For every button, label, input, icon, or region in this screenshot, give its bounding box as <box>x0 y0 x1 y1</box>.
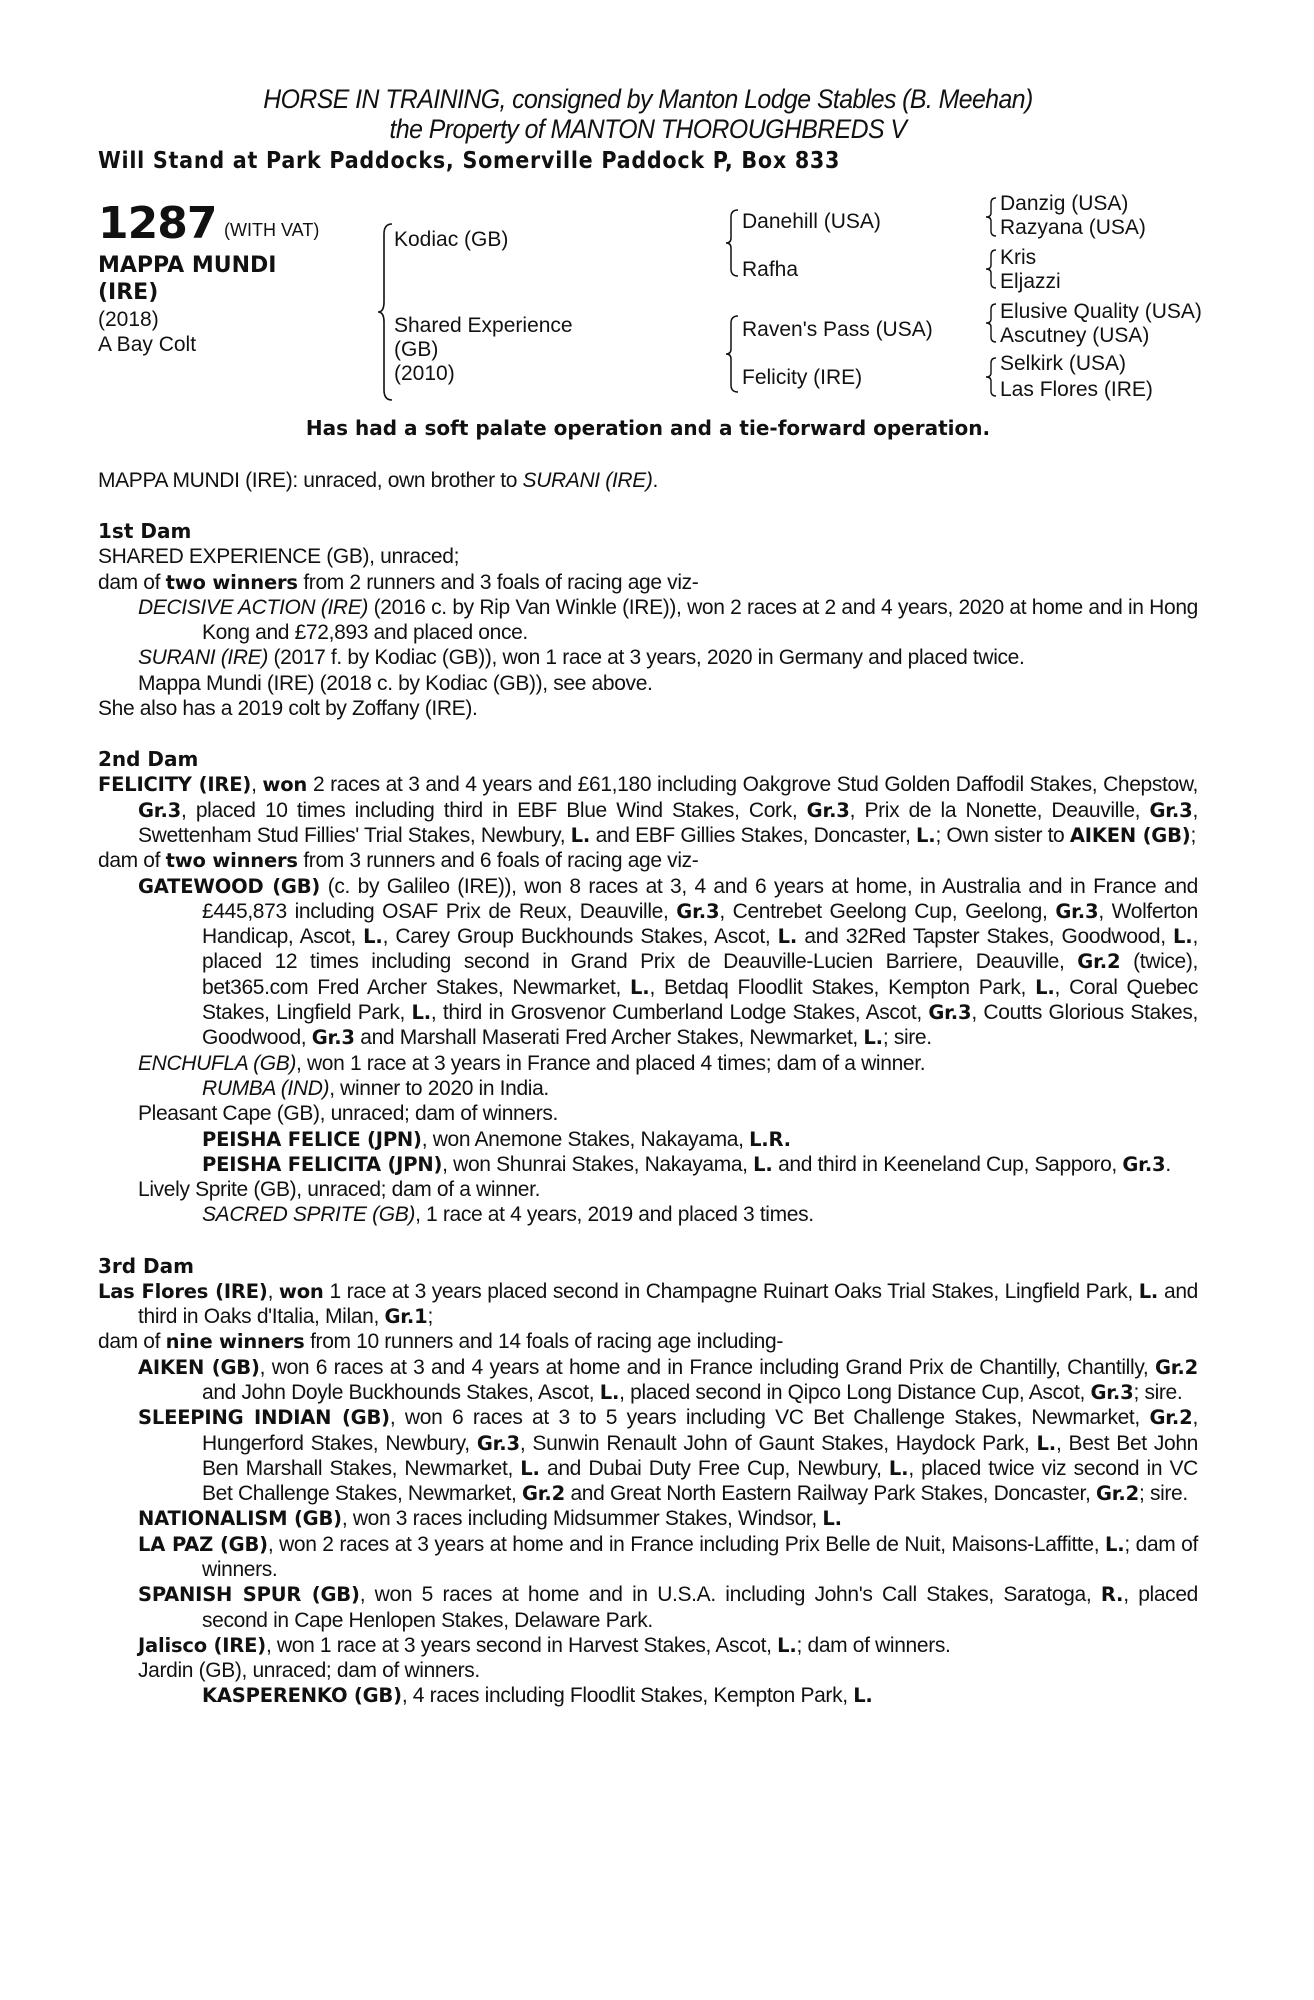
pedigree-paragraph <box>98 1279 1198 1330</box>
vat-label: (WITH VAT) <box>224 220 320 240</box>
pedigree-paragraph <box>98 1633 1198 1658</box>
bold-run: won <box>262 773 308 797</box>
pedigree-paragraph <box>98 1582 1198 1633</box>
bold-run: AIKEN (GB) <box>138 1355 260 1379</box>
text-run: , won 6 races at 3 to 5 years including VC Bet Challenge Stakes, Newmarket, <box>389 1406 1150 1430</box>
text-run: MAPPA MUNDI (IRE): unraced, own brother to <box>98 469 523 492</box>
bold-run: Gr.3 <box>311 1026 355 1050</box>
text-run: ; <box>1190 823 1196 847</box>
bold-run: L. <box>888 1456 909 1480</box>
text-run: , won Anemone Stakes, Nakayama, <box>421 1127 750 1151</box>
brace-dam-line <box>726 314 740 394</box>
pedigree-paragraph <box>98 1177 1198 1202</box>
text-run: . <box>1165 1152 1171 1176</box>
text-run: Pleasant Cape (GB), unraced; dam of winners. <box>138 1102 558 1126</box>
bold-run: L. <box>1035 975 1055 999</box>
pedigree-paragraph <box>98 1683 1198 1708</box>
bold-run: PEISHA FELICE (JPN) <box>202 1127 422 1151</box>
text-run: Mappa Mundi (IRE) (2018 c. by Kodiac (GB)), see above. <box>138 671 653 695</box>
text-run: SHARED EXPERIENCE (GB), unraced; <box>98 545 460 569</box>
bold-run: L. <box>777 1633 797 1657</box>
brace-g3-3 <box>986 302 998 344</box>
brace-g3-4 <box>986 356 998 398</box>
bold-run: R. <box>1100 1583 1124 1607</box>
bold-run: Gr.3 <box>1149 798 1193 822</box>
text-run: 1 race at 3 years placed second in Champagne Ruinart Oaks Trial Stakes, Lingfield Park, <box>323 1279 1139 1303</box>
text-run: , Betdaq Floodlit Stakes, Kempton Park, <box>649 975 1036 999</box>
pedigree-paragraph <box>98 1355 1198 1406</box>
bold-run: Gr.2 <box>521 1482 565 1506</box>
bold-run: L. <box>753 1152 773 1176</box>
text-run: (2017 f. by Kodiac (GB)), won 1 race at 3 years, 2020 in Germany and placed twice. <box>267 646 1025 670</box>
text-run: dam of <box>98 570 166 594</box>
text-run: and John Doyle Buckhounds Stakes, Ascot, <box>202 1380 600 1404</box>
text-run: from 2 runners and 3 foals of racing age viz- <box>297 570 699 594</box>
text-run: , won 3 races including Midsummer Stakes, Windsor, <box>341 1507 823 1531</box>
pedigree-paragraph <box>98 1076 1198 1101</box>
bold-run: won <box>278 1279 324 1303</box>
text-run: ; sire. <box>1133 1380 1183 1404</box>
dam-sections <box>98 519 1198 1708</box>
text-run: (twice), bet365.com Fred Archer Stakes, Newmarket, <box>202 950 1198 999</box>
bold-run: PEISHA FELICITA (JPN) <box>202 1152 443 1176</box>
text-run: , won 6 races at 3 and 4 years at home and in France including Grand Prix de Chantilly, Chantilly, <box>259 1355 1155 1379</box>
brace-g3-2 <box>986 248 998 290</box>
text-run: Jardin (GB), unraced; dam of winners. <box>138 1659 480 1683</box>
sire: Kodiac (GB) <box>394 228 509 251</box>
bold-run: LA PAZ (GB) <box>138 1532 268 1556</box>
bold-run: Las Flores (IRE) <box>98 1279 268 1303</box>
text-run: from 3 runners and 6 foals of racing age viz- <box>297 849 699 873</box>
lot-number: 1287 <box>98 198 217 249</box>
bold-run: Gr.3 <box>806 798 850 822</box>
text-run: and 32Red Tapster Stakes, Goodwood, <box>797 925 1174 949</box>
text-run: ; dam of winners. <box>202 1532 1198 1581</box>
horse-name: MAPPA MUNDI (IRE) <box>98 253 277 305</box>
text-run: , won 1 race at 3 years in France and placed 4 times; dam of a winner. <box>296 1051 926 1075</box>
text-run: Lively Sprite (GB), unraced; dam of a winner. <box>138 1178 541 1202</box>
italic-run: SACRED SPRITE (GB) <box>202 1203 416 1227</box>
text-run: , winner to 2020 in India. <box>329 1076 549 1100</box>
consignor-line: HORSE IN TRAINING, consigned by Manton Lodge Stables (B. Meehan) <box>263 84 1033 114</box>
dam-section <box>98 519 1198 721</box>
pedigree-paragraph <box>98 1202 1198 1227</box>
dam-line-2: (GB) <box>394 338 439 361</box>
italic-run: DECISIVE ACTION (IRE) <box>138 595 369 619</box>
pedigree-paragraph <box>98 1329 1198 1354</box>
bold-run: two winners <box>165 849 298 873</box>
grandsire-7: Selkirk (USA) <box>1000 352 1127 375</box>
pedigree-table <box>98 190 1202 412</box>
text-run: , Centrebet Geelong Cup, Geelong, <box>719 899 1056 923</box>
bold-run: Gr.3 <box>1055 899 1099 923</box>
text-run: , won 5 races at home and in U.S.A. including John's Call Stakes, Saratoga, <box>359 1583 1101 1607</box>
section-title: 3rd Dam <box>98 1253 194 1278</box>
bold-run: L. <box>863 1026 883 1050</box>
text-run: , placed second in Cape Henlopen Stakes, Delaware Park. <box>202 1583 1198 1632</box>
dam-section <box>98 1254 1198 1709</box>
bold-run: Gr.3 <box>928 1001 972 1025</box>
italic-run: SURANI (IRE) <box>522 469 653 492</box>
pedigree-paragraph <box>98 1152 1198 1177</box>
dam-dam: Felicity (IRE) <box>742 366 863 389</box>
italic-run: RUMBA (IND) <box>202 1076 330 1100</box>
text-run: , Carey Group Buckhounds Stakes, Ascot, <box>382 925 778 949</box>
bold-run: L.R. <box>749 1127 791 1151</box>
bold-run: Gr.3 <box>676 899 720 923</box>
pedigree-paragraph <box>98 874 1198 1051</box>
text-run: , <box>251 773 263 797</box>
text-run: , placed 10 times including third in EBF Blue Wind Stakes, Cork, <box>181 798 807 822</box>
bold-run: Gr.2 <box>1095 1482 1139 1506</box>
pedigree-paragraph <box>98 848 1198 873</box>
pedigree-paragraph <box>98 696 1198 721</box>
bold-run: Gr.3 <box>1090 1380 1134 1404</box>
text-run: (c. by Galileo (IRE)), won 8 races at 3, 4 and 6 years at home, in Australia and in France and £445,873 including OSAF Prix de Reux, Deauville, <box>202 874 1198 923</box>
bold-run: L. <box>570 823 591 847</box>
stabling-line: Will Stand at Park Paddocks, Somerville Paddock P, Box 833 <box>98 148 841 174</box>
text-run: and EBF Gillies Stakes, Doncaster, <box>590 823 916 847</box>
bold-run: L. <box>520 1456 540 1480</box>
sire-dam: Rafha <box>742 258 799 281</box>
text-run: She also has a 2019 colt by Zoffany (IRE). <box>98 697 478 721</box>
pedigree-paragraph <box>98 671 1198 696</box>
grandsire-6: Ascutney (USA) <box>1000 324 1150 347</box>
bold-run: NATIONALISM (GB) <box>138 1507 342 1531</box>
section-title: 2nd Dam <box>98 747 199 772</box>
bold-run: L. <box>1104 1532 1125 1556</box>
bold-run: FELICITY (IRE) <box>98 773 252 797</box>
dam-section <box>98 747 1198 1227</box>
section-title: 1st Dam <box>98 519 192 544</box>
bold-run: Gr.3 <box>1122 1152 1166 1176</box>
italic-run: SURANI (IRE) <box>138 646 268 670</box>
horse-year: (2018) <box>98 308 159 331</box>
text-run: , Best Bet John Ben Marshall Stakes, Newmarket, <box>202 1431 1199 1480</box>
pedigree-paragraph <box>98 1405 1198 1506</box>
text-run: , placed second in Qipco Long Distance Cup, Ascot, <box>619 1380 1091 1404</box>
text-run: , placed twice viz second in VC Bet Challenge Stakes, Newmarket, <box>202 1456 1198 1506</box>
pedigree-paragraph <box>98 1101 1198 1126</box>
grandsire-3: Kris <box>1000 246 1037 269</box>
bold-run: KASPERENKO (GB) <box>202 1684 402 1708</box>
bold-run: AIKEN (GB) <box>1069 823 1191 847</box>
text-run: , won 2 races at 3 years at home and in France including Prix Belle de Nuit, Maisons-Laffitte, <box>267 1532 1105 1556</box>
text-run: , Sunwin Renault John of Gaunt Stakes, Haydock Park, <box>519 1431 1037 1455</box>
bold-run: nine winners <box>165 1330 305 1354</box>
brace-sire-line <box>726 208 740 278</box>
pedigree-paragraph <box>98 772 1198 848</box>
text-run: dam of <box>98 1330 166 1354</box>
catalogue-page <box>98 0 1202 1709</box>
pedigree-paragraph <box>98 1532 1198 1583</box>
dam-line-3: (2010) <box>394 362 455 385</box>
text-run: (2016 c. by Rip Van Winkle (IRE)), won 2 races at 2 and 4 years, 2020 at home and in Hong Kong and £72,893 and placed once. <box>202 595 1198 645</box>
bold-run: Gr.2 <box>1154 1355 1198 1379</box>
operation-note: Has had a soft palate operation and a tie-forward operation. <box>305 416 991 440</box>
text-run: ; sire. <box>1138 1482 1188 1506</box>
bold-run: L. <box>853 1684 873 1708</box>
bold-run: Gr.2 <box>1077 950 1121 974</box>
text-run: , won 1 race at 3 years second in Harvest Stakes, Ascot, <box>265 1633 778 1657</box>
text-run: from 10 runners and 14 foals of racing age including- <box>304 1330 783 1354</box>
italic-run: ENCHUFLA (GB) <box>138 1051 297 1075</box>
dam-sire: Raven's Pass (USA) <box>742 318 933 341</box>
text-run: , Prix de la Nonette, Deauville, <box>849 798 1150 822</box>
grandsire-8: Las Flores (IRE) <box>1000 378 1153 401</box>
text-run: ; dam of winners. <box>796 1633 951 1657</box>
text-run: dam of <box>98 849 166 873</box>
bold-run: L. <box>363 925 383 949</box>
bold-run: SPANISH SPUR (GB) <box>138 1583 360 1607</box>
pedigree-paragraph <box>98 1051 1198 1076</box>
brace-g3-1 <box>986 196 998 238</box>
text-run: and Great North Eastern Railway Park Stakes, Doncaster, <box>564 1482 1096 1506</box>
bold-run: L. <box>1036 1431 1056 1455</box>
grandsire-5: Elusive Quality (USA) <box>1000 300 1202 323</box>
horse-summary <box>98 468 1198 493</box>
text-run: and third in Oaks d'Italia, Milan, <box>138 1279 1198 1329</box>
bold-run: Gr.3 <box>476 1431 520 1455</box>
pedigree-paragraph <box>98 1506 1198 1531</box>
bold-run: L. <box>599 1380 620 1404</box>
bold-run: L. <box>1173 925 1193 949</box>
text-run: 2 races at 3 and 4 years and £61,180 including Oakgrove Stud Golden Daffodil Stakes, Chepstow, <box>307 773 1198 797</box>
sire-sire: Danehill (USA) <box>742 210 881 233</box>
text-run: ; Own sister to <box>935 823 1070 847</box>
bold-run: L. <box>777 925 798 949</box>
text-run: . <box>652 469 659 492</box>
dam-line-1: Shared Experience <box>394 314 573 337</box>
text-run: , 4 races including Floodlit Stakes, Kempton Park, <box>401 1684 854 1708</box>
text-run: ; <box>427 1305 433 1329</box>
text-run: , Coutts Glorious Stakes, Goodwood, <box>202 1001 1198 1050</box>
bold-run: Jalisco (IRE) <box>138 1633 266 1657</box>
grandsire-1: Danzig (USA) <box>1000 192 1129 215</box>
bold-run: Gr.3 <box>138 798 182 822</box>
text-run: ; sire. <box>882 1026 932 1050</box>
text-run: , Coral Quebec Stakes, Lingfield Park, <box>202 975 1199 1025</box>
bold-run: two winners <box>165 570 298 594</box>
horse-description: A Bay Colt <box>98 333 197 356</box>
pedigree-paragraph <box>98 645 1198 670</box>
text-run: and Marshall Maserati Fred Archer Stakes, Newmarket, <box>354 1026 864 1050</box>
pedigree-paragraph <box>98 1127 1198 1152</box>
grandsire-4: Eljazzi <box>1000 270 1061 293</box>
text-run: and third in Keeneland Cup, Sapporo, <box>772 1152 1123 1176</box>
text-run: , Wolferton Handicap, Ascot, <box>202 899 1198 949</box>
brace-large <box>378 222 394 402</box>
bold-run: Gr.2 <box>1149 1406 1193 1430</box>
bold-run: L. <box>916 823 936 847</box>
text-run: , placed 12 times including second in Grand Prix de Deauville-Lucien Barriere, Deauville, <box>202 925 1198 974</box>
pedigree-paragraph <box>98 544 1198 569</box>
text-run: , Swettenham Stud Fillies' Trial Stakes, Newbury, <box>138 798 1198 847</box>
pedigree-paragraph <box>98 1658 1198 1683</box>
pedigree-paragraph <box>98 570 1198 595</box>
bold-run: L. <box>1138 1279 1159 1303</box>
pedigree-paragraph <box>98 595 1198 646</box>
bold-run: L. <box>411 1001 431 1025</box>
text-run: , Hungerford Stakes, Newbury, <box>202 1406 1199 1455</box>
bold-run: SLEEPING INDIAN (GB) <box>138 1406 390 1430</box>
text-run: , 1 race at 4 years, 2019 and placed 3 times. <box>415 1203 814 1227</box>
property-line: the Property of MANTON THOROUGHBREDS V <box>389 114 907 144</box>
bold-run: Gr.1 <box>384 1305 428 1329</box>
bold-run: L. <box>822 1507 842 1531</box>
text-run: , won Shunrai Stakes, Nakayama, <box>442 1152 754 1176</box>
text-run: , <box>267 1279 279 1303</box>
text-run: and Dubai Duty Free Cup, Newbury, <box>539 1456 889 1480</box>
grandsire-2: Razyana (USA) <box>1000 216 1146 239</box>
text-run: , third in Grosvenor Cumberland Lodge Stakes, Ascot, <box>430 1001 929 1025</box>
bold-run: L. <box>630 975 650 999</box>
bold-run: GATEWOOD (GB) <box>138 874 321 898</box>
